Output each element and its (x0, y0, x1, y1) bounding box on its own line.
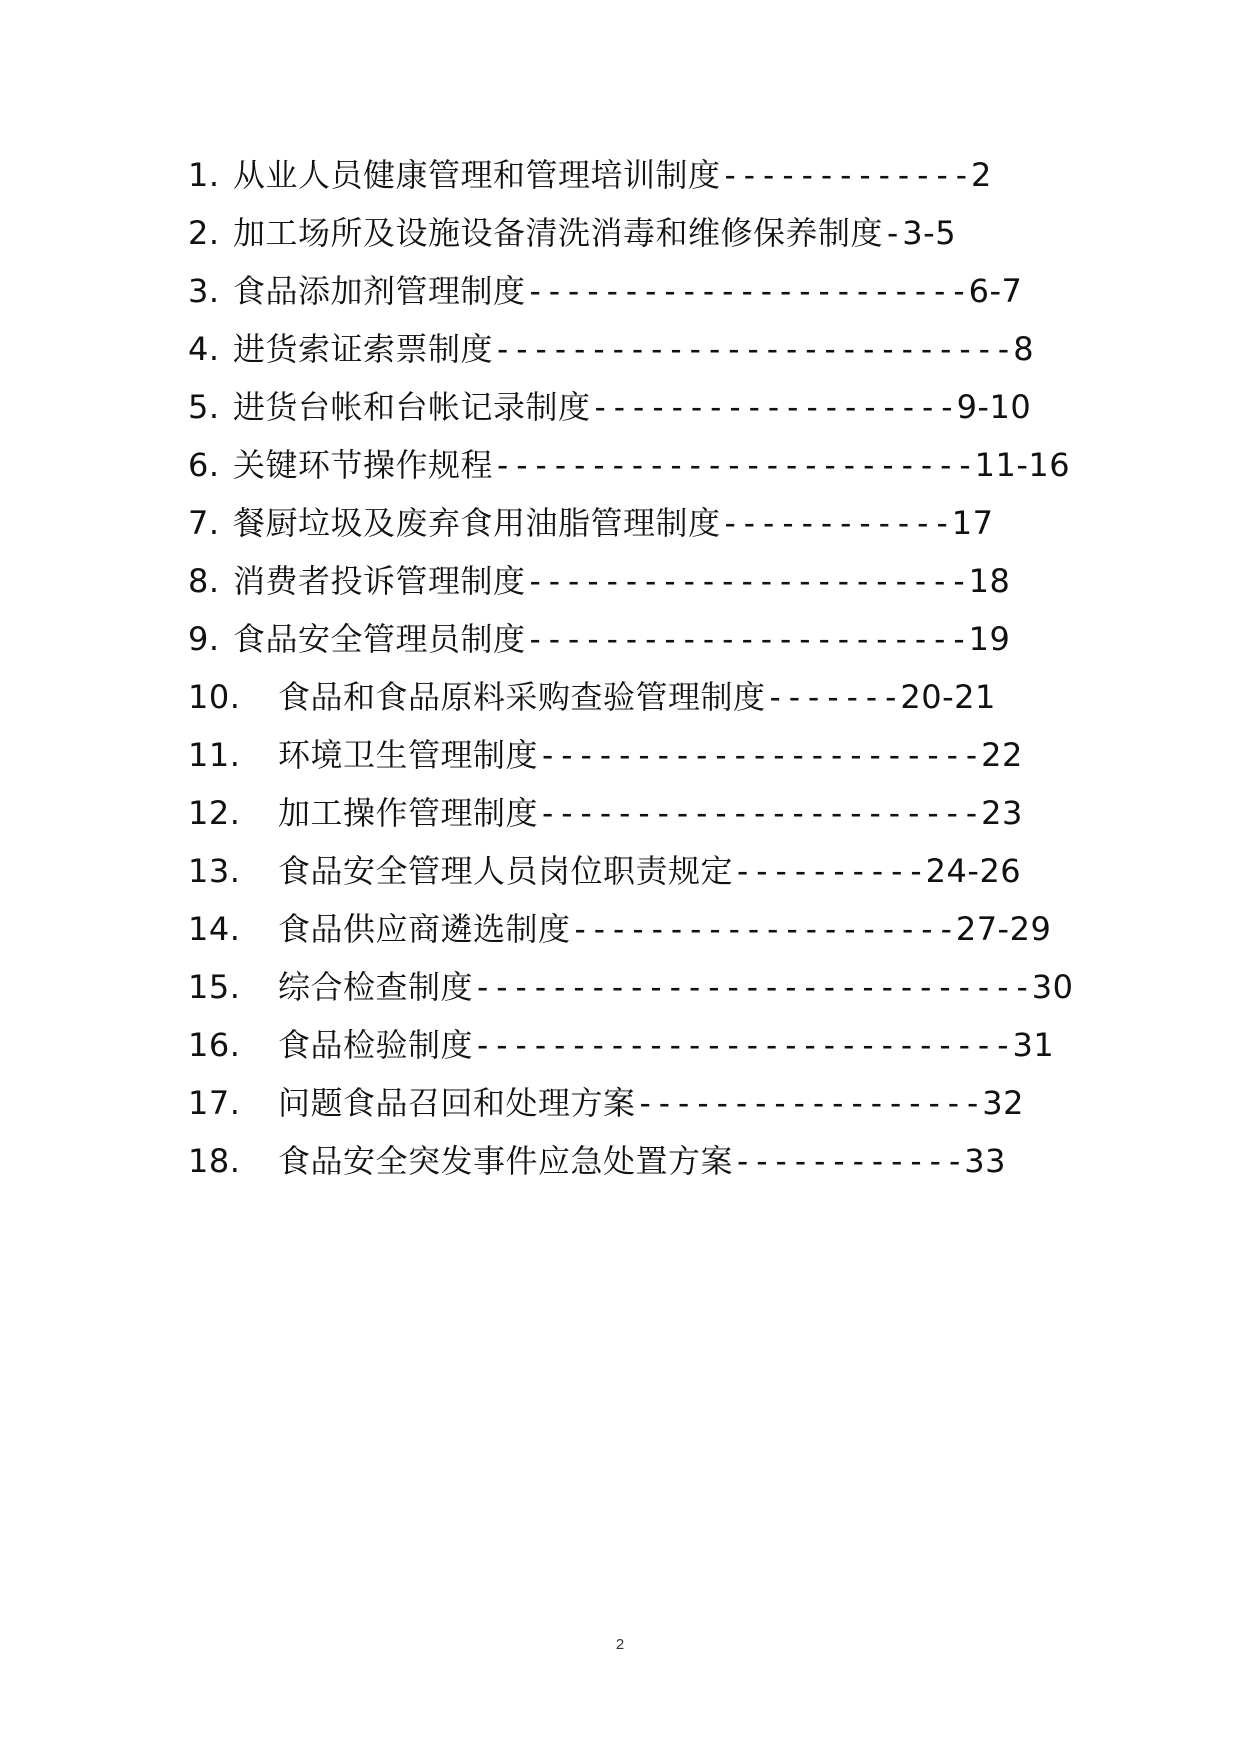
toc-entry (188, 440, 1070, 490)
toc-entry-page: 3-5 (902, 214, 957, 252)
toc-entry-title: 食品和食品原料采购查验管理制度 (278, 678, 766, 716)
toc-entry-number: 17. (188, 1084, 241, 1122)
toc-entry-number: 9. (188, 620, 220, 658)
toc-entry (188, 1136, 1006, 1186)
toc-entry-title: 食品安全管理员制度 (233, 620, 526, 658)
toc-entry-leader: ------------------------- (493, 446, 975, 484)
toc-entry-page: 2 (970, 156, 992, 194)
toc-entry-number: 7. (188, 504, 220, 542)
toc-entry-number: 4. (188, 330, 220, 368)
toc-entry-number: 8. (188, 562, 220, 600)
toc-entry (188, 208, 956, 258)
toc-entry-number: 16. (188, 1026, 241, 1064)
toc-entry-page: 24-26 (925, 852, 1022, 890)
toc-entry (188, 904, 1051, 954)
toc-entry-number: 11. (188, 736, 241, 774)
toc-entry-title: 食品安全突发事件应急处置方案 (278, 1142, 734, 1180)
toc-entry-leader: ------- (765, 678, 901, 716)
toc-entry-leader: ------------- (720, 156, 971, 194)
toc-entry-leader: ------------ (733, 1142, 965, 1180)
toc-entry-title: 加工操作管理制度 (278, 794, 539, 832)
toc-entry-title: 从业人员健康管理和管理培训制度 (233, 156, 721, 194)
toc-entry-leader: ----------------------- (525, 272, 969, 310)
toc-entry (188, 1020, 1054, 1070)
toc-entry (188, 324, 1034, 374)
toc-entry-leader: --------------------------- (493, 330, 1014, 368)
toc-entry (188, 788, 1023, 838)
toc-entry-number: 14. (188, 910, 241, 948)
page-number: 2 (615, 1636, 625, 1653)
toc-entry-page: 19 (968, 620, 1011, 658)
toc-entry-number: 3. (188, 272, 220, 310)
toc-entry-page: 31 (1012, 1026, 1055, 1064)
toc-entry-leader: ------------ (720, 504, 952, 542)
toc-entry-leader: ------------------ (635, 1084, 983, 1122)
toc-entry (188, 962, 1073, 1012)
toc-entry-title: 餐厨垃圾及废弃食用油脂管理制度 (233, 504, 721, 542)
toc-entry-page: 6-7 (968, 272, 1023, 310)
toc-entry (188, 730, 1023, 780)
toc-entry-page: 30 (1031, 968, 1074, 1006)
toc-entry-title: 环境卫生管理制度 (278, 736, 539, 774)
toc-entry-number: 2. (188, 214, 220, 252)
toc-entry (188, 672, 996, 722)
toc-entry-number: 15. (188, 968, 241, 1006)
toc-entry-number: 13. (188, 852, 241, 890)
toc-entry-number: 5. (188, 388, 220, 426)
toc-entry-leader: -------------------- (570, 910, 956, 948)
toc-entry-title: 关键环节操作规程 (233, 446, 494, 484)
toc-entry-leader: ---------------------------- (473, 1026, 1013, 1064)
toc-entry-leader: ---------- (733, 852, 926, 890)
toc-entry-leader: - (883, 214, 903, 252)
toc-entry-title: 食品添加剂管理制度 (233, 272, 526, 310)
toc-entry (188, 266, 1022, 316)
toc-entry-page: 32 (982, 1084, 1025, 1122)
toc-entry-leader: ----------------------- (525, 620, 969, 658)
toc-entry-page: 18 (968, 562, 1011, 600)
toc-entry-number: 12. (188, 794, 241, 832)
toc-entry-page: 20-21 (900, 678, 996, 716)
toc-entry-title: 进货索证索票制度 (233, 330, 494, 368)
toc-entry-number: 18. (188, 1142, 241, 1180)
toc-entry-title: 综合检查制度 (278, 968, 474, 1006)
toc-entry-title: 食品供应商遴选制度 (278, 910, 571, 948)
toc-entry-title: 进货台帐和台帐记录制度 (233, 388, 591, 426)
toc-entry-page: 17 (951, 504, 994, 542)
toc-entry-leader: ----------------------------- (473, 968, 1032, 1006)
toc-entry-number: 10. (188, 678, 241, 716)
toc-entry (188, 498, 993, 548)
toc-entry-page: 27-29 (955, 910, 1052, 948)
toc-entry-page: 22 (981, 736, 1023, 774)
toc-entry-page: 8 (1013, 330, 1035, 368)
toc-entry-page: 33 (964, 1142, 1006, 1180)
toc-entry-leader: ----------------------- (525, 562, 969, 600)
toc-entry-title: 消费者投诉管理制度 (233, 562, 526, 600)
toc-entry-leader: ----------------------- (538, 794, 982, 832)
toc-entry-page: 23 (981, 794, 1023, 832)
toc-entry (188, 382, 1031, 432)
toc-entry-page: 9-10 (956, 388, 1032, 426)
toc-entry-number: 6. (188, 446, 220, 484)
toc-entry-title: 问题食品召回和处理方案 (278, 1084, 636, 1122)
toc-entry (188, 556, 1010, 606)
toc-entry-title: 食品安全管理人员岗位职责规定 (278, 852, 734, 890)
toc-entry-page: 11-16 (974, 446, 1071, 484)
toc-entry-leader: ----------------------- (538, 736, 982, 774)
toc-entry (188, 150, 992, 200)
toc-entry (188, 846, 1021, 896)
toc-entry-number: 1. (188, 156, 220, 194)
toc-entry-leader: ------------------- (590, 388, 957, 426)
toc-entry-title: 加工场所及设施设备清洗消毒和维修保养制度 (233, 214, 884, 252)
toc-entry (188, 614, 1010, 664)
toc-entry-title: 食品检验制度 (278, 1026, 474, 1064)
toc-entry (188, 1078, 1024, 1128)
